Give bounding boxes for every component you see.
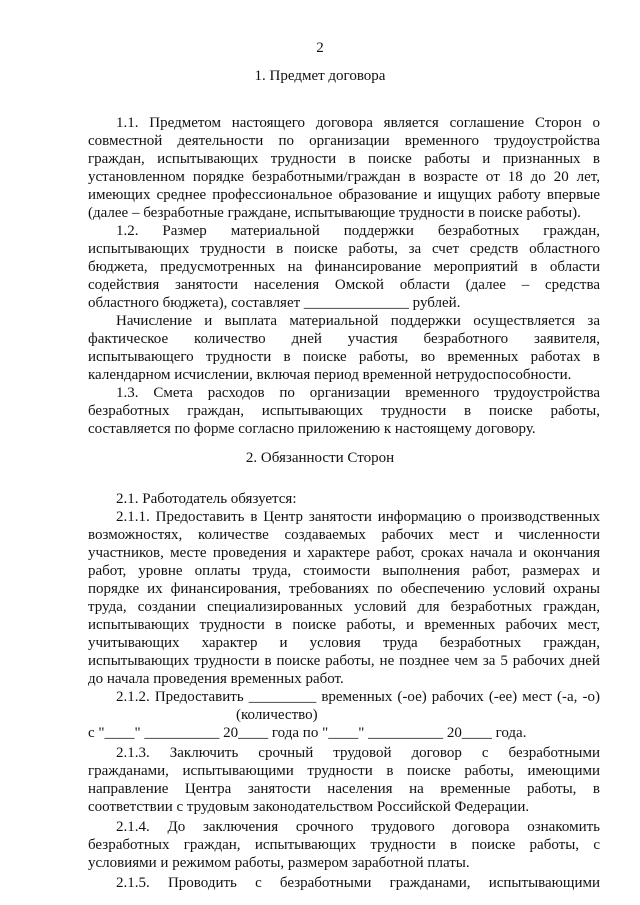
text-line: безработных граждан, испытывающих трудности в поиске работы, с <box>88 837 600 853</box>
text-line: 2.1.4. До заключения срочного трудового договора ознакомить <box>116 819 600 835</box>
text-line: соответствии с трудовым законодательством Российской Федерации. <box>88 799 530 815</box>
page-number: 2 <box>316 40 324 56</box>
text-line: фактическое количество дней участия безработного заявителя, <box>88 331 600 347</box>
text-line: направление Центра занятости населения на временные работы, в <box>88 781 600 797</box>
text-line: 2.1.5. Проводить с безработными гражданами, испытывающими <box>116 875 600 891</box>
text-line: до начала проведения временных работ. <box>88 671 344 687</box>
text-line: областного бюджета), составляет ______________ рублей. <box>88 295 461 311</box>
text-line: с "____" __________ 20____ года по "____" __________ 20____ года. <box>88 725 527 741</box>
text-line: безработных граждан, испытывающих трудности в поиске работы, <box>88 403 600 419</box>
section-2-title: 2. Обязанности Сторон <box>245 450 395 466</box>
text-line: (далее – безработные граждане, испытывающие трудности в поиске работы). <box>88 205 581 221</box>
text-line: порядке их финансирования, требованиях по обеспечению условий охраны <box>88 581 600 597</box>
text-line: имеющих среднее профессиональное образование и ищущих работу впервые <box>88 187 600 203</box>
text-line: бюджета, предусмотренных на финансирование мероприятий в области <box>88 259 600 275</box>
quantity-caption: (количество) <box>236 707 318 723</box>
text-line: Начисление и выплата материальной поддержки осуществляется за <box>116 313 600 329</box>
text-line: совместной деятельности по организации временного трудоустройства <box>88 133 600 149</box>
text-line: труда, создании специализированных условий для безработных граждан, <box>88 599 600 615</box>
text-line: 1.1. Предметом настоящего договора является соглашение Сторон о <box>116 115 600 131</box>
text-line: испытывающих трудности в поиске работы, за счет средств областного <box>88 241 600 257</box>
text-line: участников, месте проведения и характере работ, сроках начала и окончания <box>88 545 600 561</box>
text-line: 1.3. Смета расходов по организации временного трудоустройства <box>116 385 600 401</box>
section-1-title: 1. Предмет договора <box>254 68 386 84</box>
text-line: 2.1. Работодатель обязуется: <box>116 491 297 507</box>
text-line: испытывающего трудности в поиске работы, во временных работах в <box>88 349 600 365</box>
text-line: возможностях, количестве создаваемых рабочих мест и численности <box>88 527 600 543</box>
text-line: 2.1.1. Предоставить в Центр занятости информацию о производственных <box>116 509 600 525</box>
text-line: работ, уровне оплаты труда, стоимости выполнения работ, размерах и <box>88 563 600 579</box>
text-line: испытывающих трудности в поиске работы, и временных рабочих мест, <box>88 617 600 633</box>
text-line: условиями и режимом работы, размером заработной платы. <box>88 855 470 871</box>
text-line: 2.1.3. Заключить срочный трудовой договор с безработными <box>116 745 600 761</box>
text-line: учитывающих характер и условия труда безработных граждан, <box>88 635 600 651</box>
text-line: установленном порядке безработными/граждан в возрасте от 18 до 20 лет, <box>88 169 600 185</box>
text-line: 2.1.2. Предоставить _________ временных (-ое) рабочих (-ее) мест (-а, -о) <box>116 689 600 705</box>
text-line: составляется по форме согласно приложению к настоящему договору. <box>88 421 536 437</box>
text-line: граждан, испытывающих трудности в поиске работы и признанных в <box>88 151 600 167</box>
text-line: содействия занятости населения Омской области (далее – средства <box>88 277 600 293</box>
text-line: гражданами, испытывающими трудности в поиске работы, имеющими <box>88 763 600 779</box>
text-line: 1.2. Размер материальной поддержки безработных граждан, <box>116 223 600 239</box>
text-line: испытывающих трудности в поиске работы, не позднее чем за 5 рабочих дней <box>88 653 600 669</box>
text-line: календарном исчислении, включая период временной нетрудоспособности. <box>88 367 572 383</box>
